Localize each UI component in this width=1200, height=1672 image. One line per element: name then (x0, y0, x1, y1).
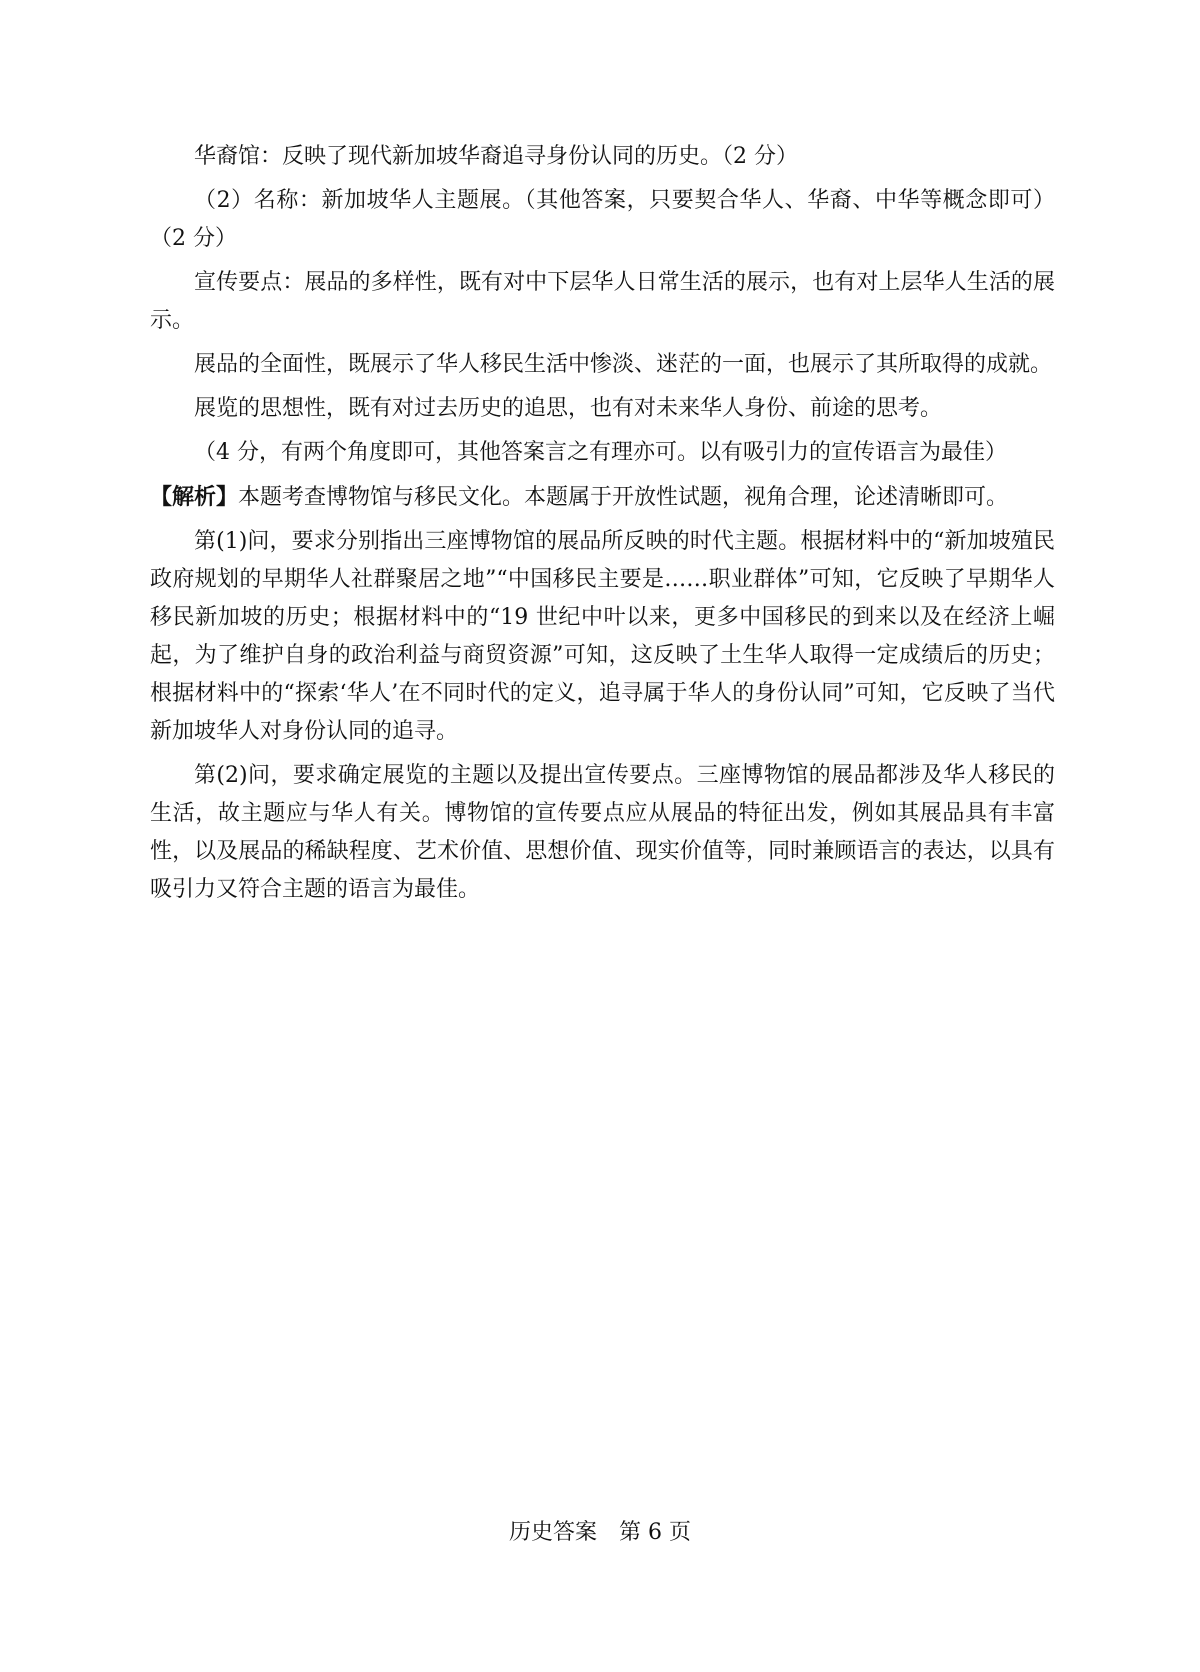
answer-content (150, 138, 1055, 915)
answer-paragraph-huayi-museum: 华裔馆：反映了现代新加坡华裔追寻身份认同的历史。（2 分） (194, 144, 798, 169)
explanation-paragraph-q2: 第(2)问，要求确定展览的主题以及提出宣传要点。三座博物馆的展品都涉及华人移民的生活，故主题应与华人有关。博物馆的宣传要点应从展品的特征出发，例如其展品具有丰富性，以及展品的稀缺程度、艺术价值、思想价值、现实价值等，同时兼顾语言的表达，以具有吸引力又符合主题的语言为最佳。 (150, 763, 1055, 902)
page-footer: 历史答案 第 6 页 (509, 1520, 691, 1545)
analysis-tag: 【解析】 (150, 484, 239, 510)
explanation-paragraph-q1: 第(1)问，要求分别指出三座博物馆的展品所反映的时代主题。根据材料中的“新加坡殖民政府规划的早期华人社群聚居之地”“中国移民主要是……职业群体”可知，它反映了早期华人移民新加坡的历史；根据材料中的“19 世纪中叶以来，更多中国移民的到来以及在经济上崛起，为了维护自身的政治利益与商贸资源”可知，这反映了土生华人取得一定成绩后的历史；根据材料中的“探索‘华人’在不同时代的定义，追寻属于华人的身份认同”可知，它反映了当代新加坡华人对身份认同的追寻。 (150, 529, 1055, 744)
analysis-text: 本题考查博物馆与移民文化。本题属于开放性试题，视角合理，论述清晰即可。 (238, 485, 1009, 510)
answer-paragraph-promo-diversity: 宣传要点：展品的多样性，既有对中下层华人日常生活的展示，也有对上层华人生活的展示。 (150, 270, 1055, 333)
analysis-paragraph (150, 478, 1055, 517)
answer-paragraph-exhibit-name: （2）名称：新加坡华人主题展。（其他答案，只要契合华人、华裔、中华等概念即可）（2 分） (150, 188, 1055, 251)
answer-paragraph-promo-thought: 展览的思想性，既有对过去历史的追思，也有对未来华人身份、前途的思考。 (194, 396, 943, 421)
answer-paragraph-scoring-note: （4 分，有两个角度即可，其他答案言之有理亦可。以有吸引力的宣传语言为最佳） (194, 440, 1007, 465)
answer-paragraph-promo-comprehensive: 展品的全面性，既展示了华人移民生活中惨淡、迷茫的一面，也展示了其所取得的成就。 (194, 352, 1053, 377)
